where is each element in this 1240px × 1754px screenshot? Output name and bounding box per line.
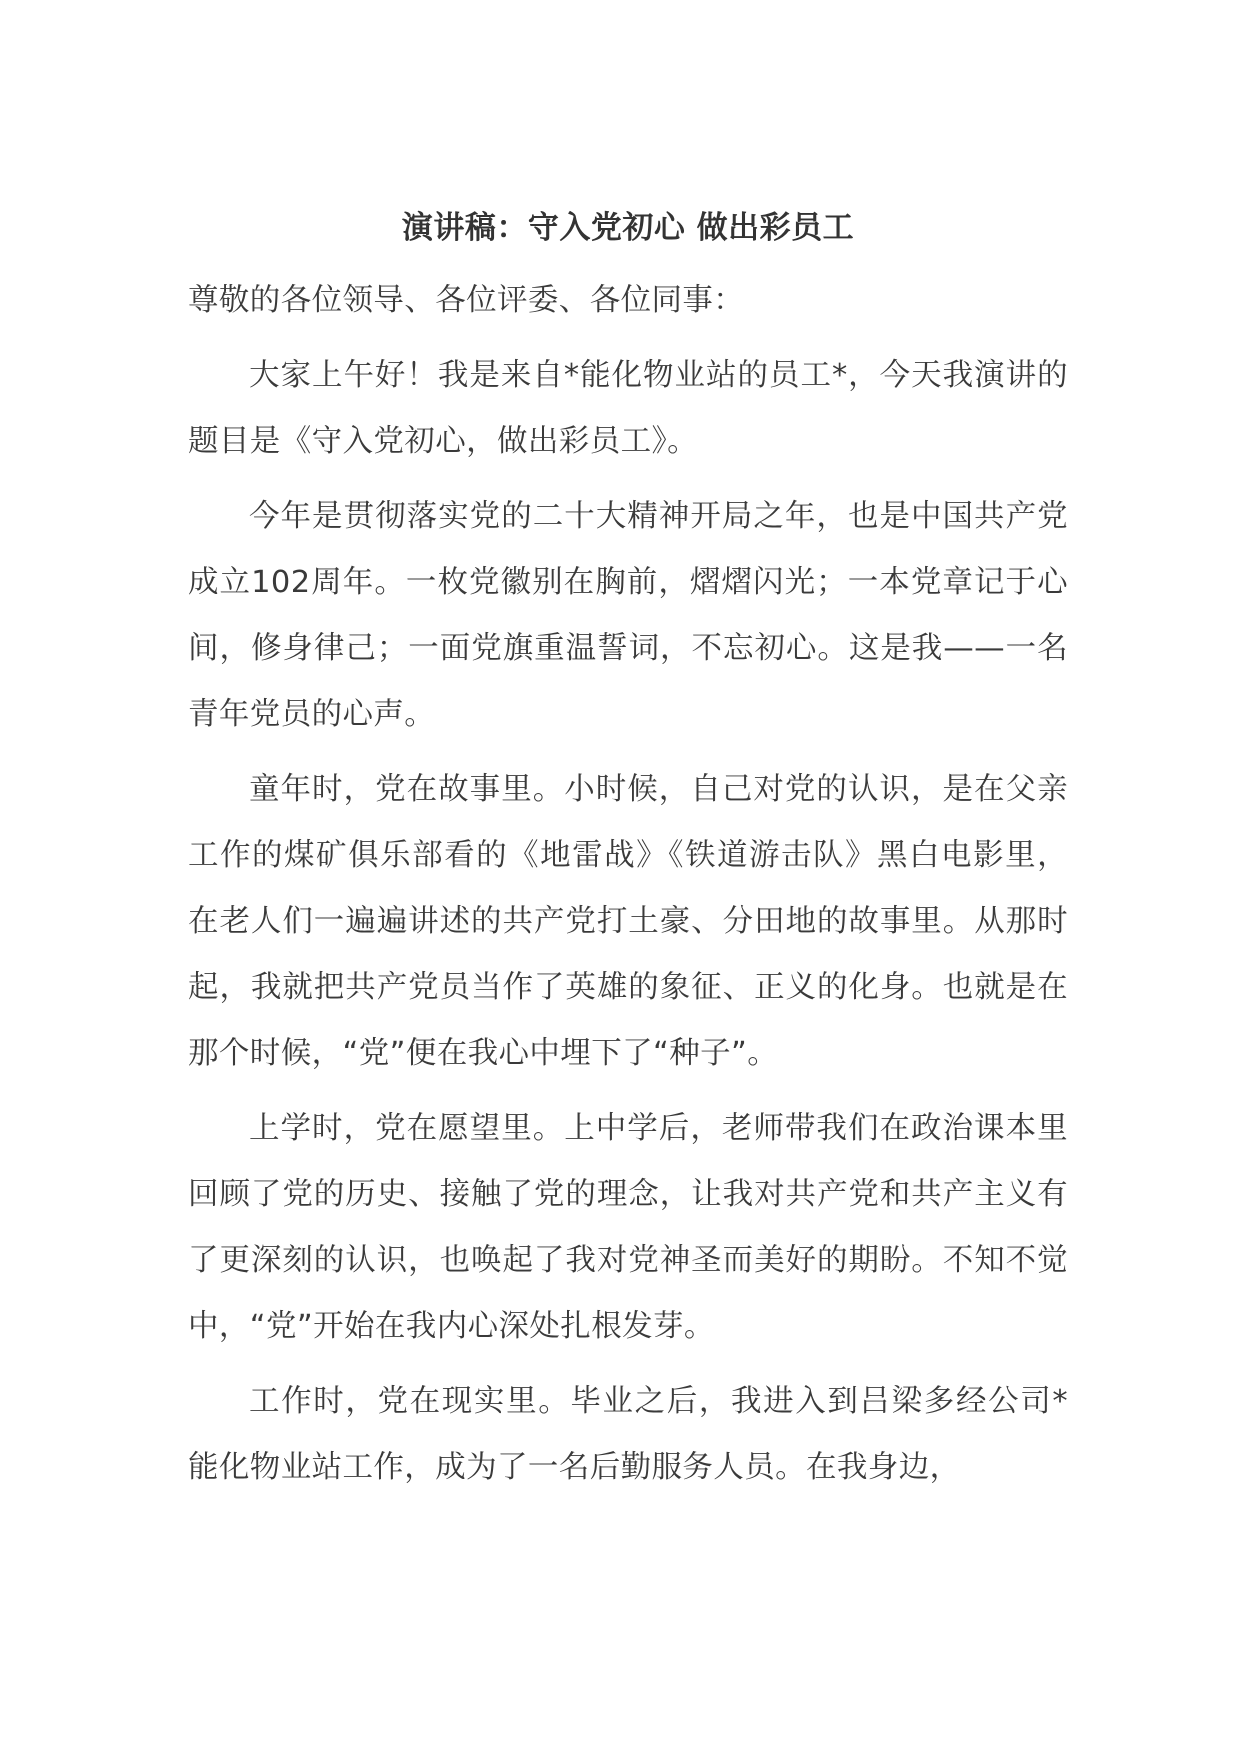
salutation: 尊敬的各位领导、各位评委、各位同事： (188, 283, 745, 318)
paragraph-work: 工作时，党在现实里。毕业之后，我进入到吕梁多经公司*能化物业站工作，成为了一名后勤服务人员。在我身边， (188, 1384, 1068, 1485)
paragraph-anniversary: 今年是贯彻落实党的二十大精神开局之年，也是中国共产党成立102周年。一枚党徽别在胸前，熠熠闪光；一本党章记于心间，修身律己；一面党旗重温誓词，不忘初心。这是我——一名青年党员的心声。 (188, 499, 1068, 732)
paragraph-childhood: 童年时，党在故事里。小时候，自己对党的认识，是在父亲工作的煤矿俱乐部看的《地雷战》《铁道游击队》黑白电影里，在老人们一遍遍讲述的共产党打土豪、分田地的故事里。从那时起，我就把共产党员当作了英雄的象征、正义的化身。也就是在那个时候，“党”便在我心中埋下了“种子”。 (188, 772, 1068, 1071)
paragraph-greeting: 大家上午好！我是来自*能化物业站的员工*，今天我演讲的题目是《守入党初心，做出彩员工》。 (188, 358, 1068, 459)
document-body (188, 196, 1068, 1510)
document-title: 演讲稿：守入党初心 做出彩员工 (401, 210, 855, 246)
paragraph-school: 上学时，党在愿望里。上中学后，老师带我们在政治课本里回顾了党的历史、接触了党的理念，让我对共产党和共产主义有了更深刻的认识，也唤起了我对党神圣而美好的期盼。不知不觉中，“党”开始在我内心深处扎根发芽。 (188, 1111, 1068, 1344)
